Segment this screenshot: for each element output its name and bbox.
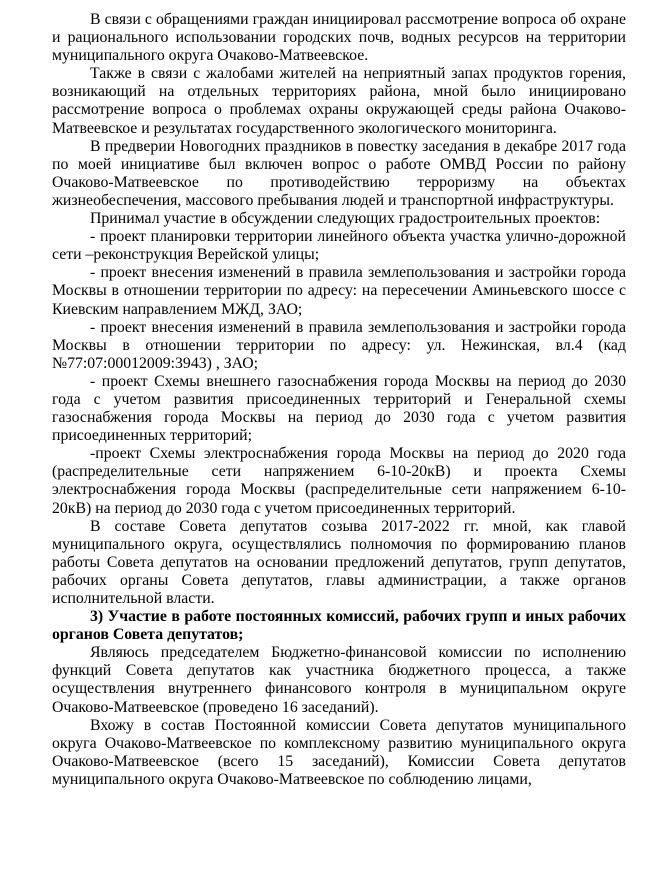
paragraph-antiterrorism: В предверии Новогодних праздников в повестку заседания в декабре 2017 года по моей инициативе был включен вопрос о работе ОМВД России по району Очаково-Матвеевское по противодействию терроризму на объектах жизнеобеспечения, массового пребывания людей и транспортной инфраструктуры. [52, 137, 626, 209]
paragraph-environment-complaints: Также в связи с жалобами жителей на неприятный запах продуктов горения, возникающий на отдельных территориях района, мной было инициировано рассмотрение вопроса о проблемах охраны окружающей среды района Очаково-Матвеевское и результатах государственного экологического мониторинга. [52, 65, 626, 137]
list-item-aminyevskoe: - проект внесения изменений в правила землепользования и застройки города Москвы в отношении территории по адресу: на пересечении Аминьевского шоссе с Киевским направлением МЖД, ЗАО; [52, 264, 626, 318]
list-item-vereyskaya: - проект планировки территории линейного объекта участка улично-дорожной сети –реконструкция Верейской улицы; [52, 228, 626, 264]
paragraph-development-commission: Вхожу в состав Постоянной комиссии Совета депутатов муниципального округа Очаково-Матвеевское по комплексному развитию муниципального округа Очаково-Матвеевское (всего 15 заседаний), Комиссии Совета депутатов муниципального округа Очаково-Матвеевское по соблюдению лицами, [52, 716, 626, 788]
paragraph-budget-commission: Являюсь председателем Бюджетно-финансовой комиссии по исполнению функций Совета депутатов как участника бюджетного процесса, а также осуществления внутреннего финансового контроля в муниципальном округе Очаково-Матвеевское (проведено 16 заседаний). [52, 644, 626, 716]
paragraph-council-planning: В составе Совета депутатов созыва 2017-2022 гг. мной, как главой муниципального округа, осуществлялись полномочия по формированию планов работы Совета депутатов на основании предложений депутатов, групп депутатов, рабочих органы Совета депутатов, главы администрации, а также органов исполнительной власти. [52, 517, 626, 607]
paragraph-soil-water-protection: В связи с обращениями граждан инициировал рассмотрение вопроса об охране и рационального использовании городских почв, водных ресурсов на территории муниципального округа Очаково-Матвеевское. [52, 11, 626, 65]
section-heading-commissions: 3) Участие в работе постоянных комиссий, рабочих групп и иных рабочих органов Совета депутатов; [52, 608, 626, 644]
list-item-gas-supply: - проект Схемы внешнего газоснабжения города Москвы на период до 2030 года с учетом развития присоединенных территорий и Генеральной схемы газоснабжения города Москвы на период до 2030 года с учетом развития присоединенных территорий; [52, 372, 626, 445]
paragraph-urban-projects-intro: Принимал участие в обсуждении следующих градостроительных проектов: [90, 210, 601, 228]
list-item-nezhinskaya: - проект внесения изменений в правила землепользования и застройки города Москвы в отношении территории по адресу: ул. Нежинская, вл.4 (кад №77:07:00012009:3943) , ЗАО; [52, 318, 626, 372]
list-item-power-supply: -проект Схемы электроснабжения города Москвы на период до 2020 года (распределительные сети напряжением 6-10-20кВ) и проекта Схемы электроснабжения города Москвы (распределительные сети напряжением 6-10-20кВ) на период до 2030 года с учетом присоединенных территорий. [52, 445, 626, 517]
